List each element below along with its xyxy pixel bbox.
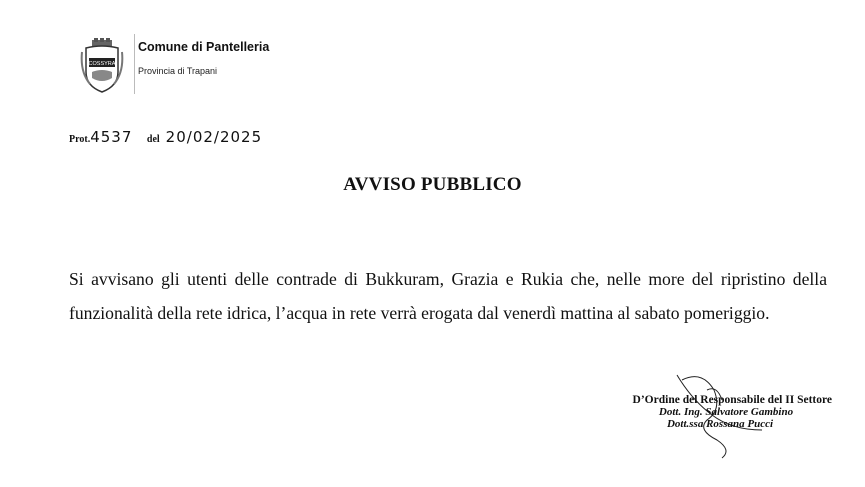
province-name: Provincia di Trapani [138,66,218,76]
crest-text: COSSYRA [88,61,116,67]
protocol-date-label: del [146,134,160,145]
notice-body: Si avvisano gli utenti delle contrade di Bukkuram, Grazia e Rukia che, nelle more del ripristino della funzionalità della rete idrica, l’acqua in rete verrà erogata dal venerdì mattina al sabato pomeriggio. [69,269,827,323]
protocol-label: Prot. [69,134,91,145]
signature-name-1: Dott. Ing. Salvatore Gambino [658,406,794,418]
protocol-date: 20/02/2025 [165,128,263,146]
signature-role: D’Ordine del Responsabile del II Settore [632,394,832,406]
header-divider [134,34,135,94]
signature-name-2: Dott.ssa Rossana Pucci [666,418,774,430]
protocol-line [69,128,262,146]
signature-block [560,394,832,430]
municipal-crest-icon [80,38,124,94]
protocol-number: 4537 [90,128,133,146]
municipality-name: Comune di Pantelleria [138,40,270,54]
notice-title: AVVISO PUBBLICO [343,174,522,195]
